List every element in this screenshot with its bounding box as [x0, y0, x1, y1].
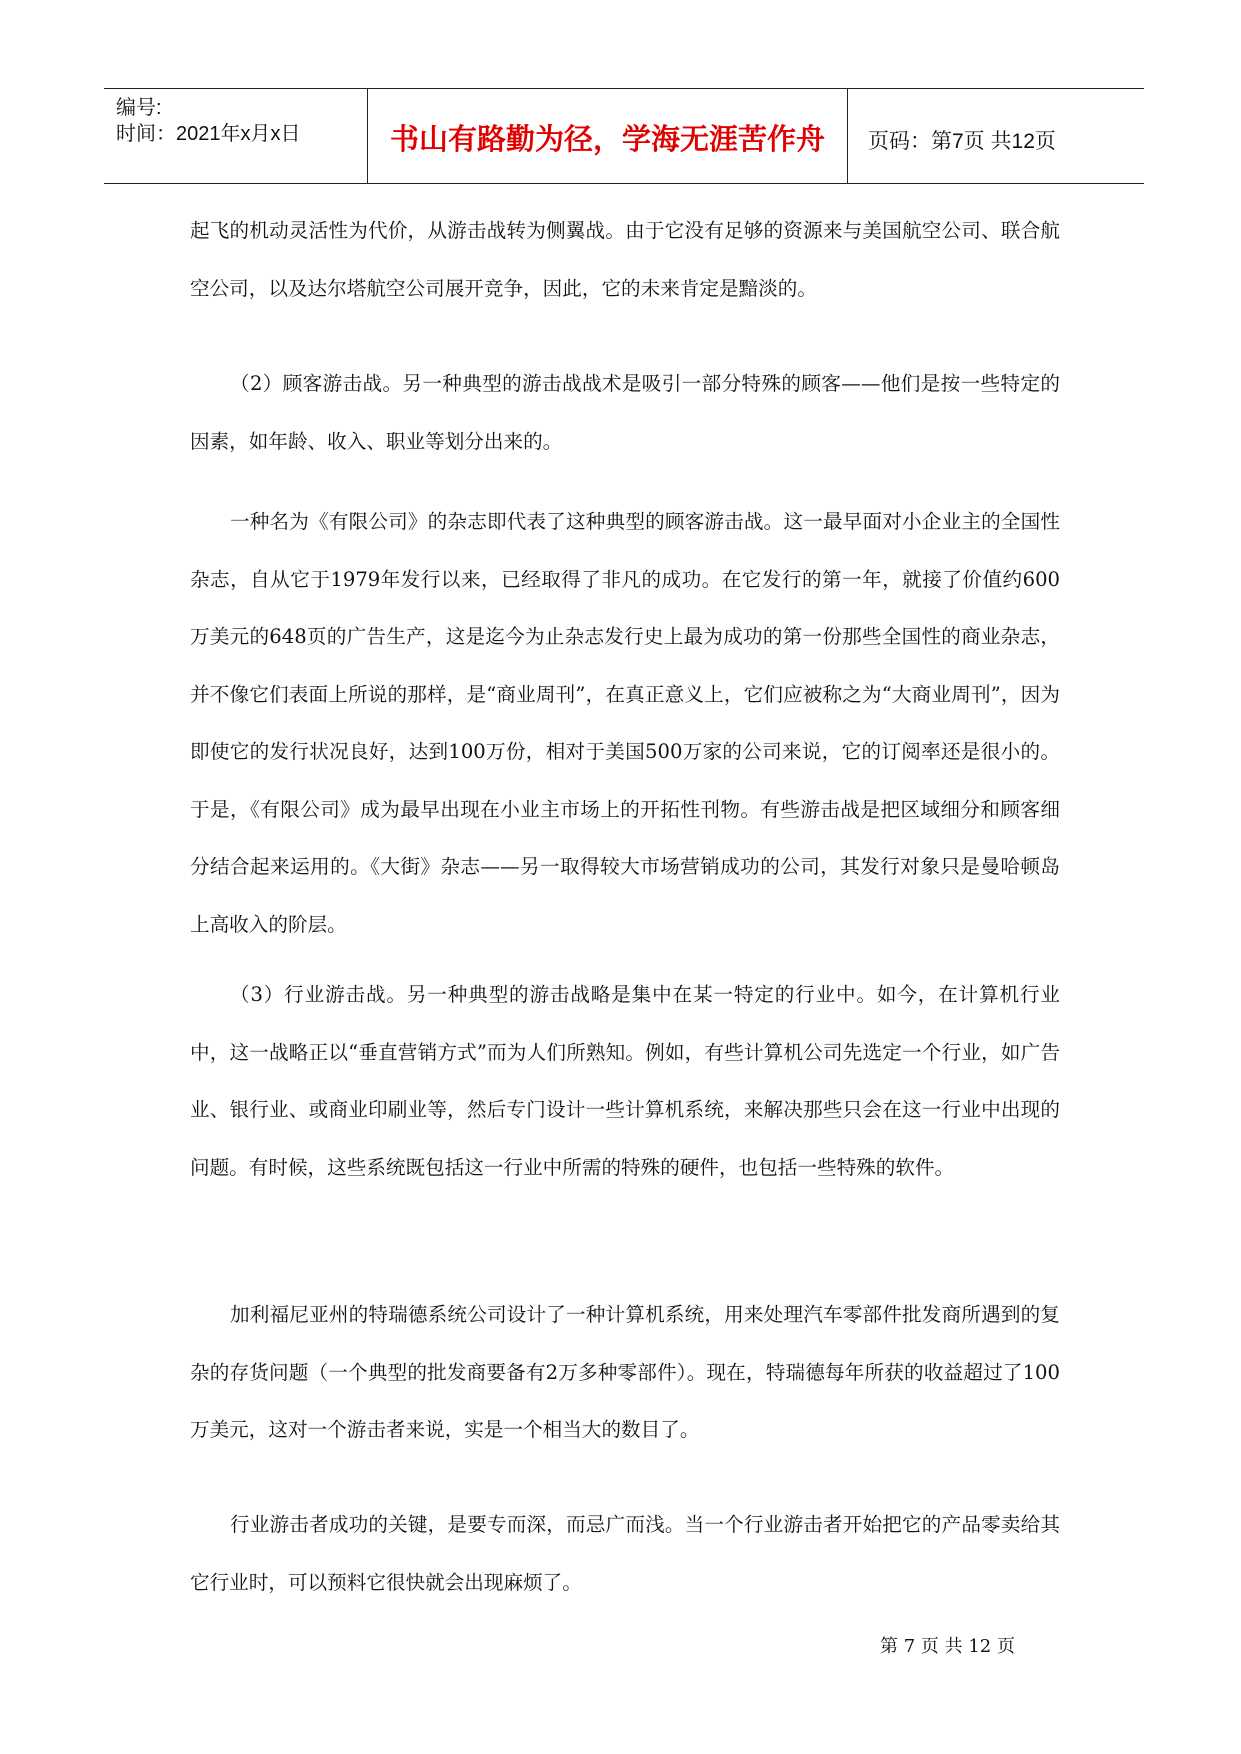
serial-number-label: 编号: — [116, 97, 162, 119]
header-meta-cell — [104, 89, 368, 183]
page-code: 页码：第7页 共12页 — [868, 130, 1056, 153]
paragraph-4: （3）行业游击战。另一种典型的游击战略是集中在某一特定的行业中。如今，在计算机行业中，这一战略正以“垂直营销方式”而为人们所熟知。例如，有些计算机公司先选定一个行业，如广告业、银行业、或商业印刷业等，然后专门设计一些计算机系统，来解决那些只会在这一行业中出现的问题。有时候，这些系统既包括这一行业中所需的特殊的硬件，也包括一些特殊的软件。 — [190, 983, 1060, 1179]
paragraph-2: （2）顾客游击战。另一种典型的游击战战术是吸引一部分特殊的顾客——他们是按一些特定的因素，如年龄、收入、职业等划分出来的。 — [190, 372, 1060, 453]
motto-banner: 书山有路勤为径，学海无涯苦作舟 — [389, 122, 825, 156]
paragraph-6: 行业游击者成功的关键，是要专而深，而忌广而浅。当一个行业游击者开始把它的产品零卖给其它行业时，可以预料它很快就会出现麻烦了。 — [190, 1513, 1060, 1594]
header-motto-cell — [368, 89, 848, 183]
paragraph-3: 一种名为《有限公司》的杂志即代表了这种典型的顾客游击战。这一最早面对小企业主的全国性杂志，自从它于1979年发行以来，已经取得了非凡的成功。在它发行的第一年，就接了价值约600万美元的648页的广告生产，这是迄今为止杂志发行史上最为成功的第一份那些全国性的商业杂志，并不像它们表面上所说的那样，是“商业周刊”，在真正意义上，它们应被称之为“大商业周刊”，因为即使它的发行状况良好，达到100万份，相对于美国500万家的公司来说，它的订阅率还是很小的。于是，《有限公司》成为最早出现在小业主市场上的开拓性刊物。有些游击战是把区域细分和顾客细分结合起来运用的。《大街》杂志——另一取得较大市场营销成功的公司，其发行对象只是曼哈顿岛上高收入的阶层。 — [190, 510, 1060, 936]
paragraph-5: 加利福尼亚州的特瑞德系统公司设计了一种计算机系统，用来处理汽车零部件批发商所遇到的复杂的存货问题（一个典型的批发商要备有2万多种零部件）。现在，特瑞德每年所获的收益超过了100万美元，这对一个游击者来说，实是一个相当大的数目了。 — [190, 1303, 1060, 1441]
header-page-cell — [848, 89, 1144, 183]
date-label: 时间：2021年x月x日 — [116, 123, 301, 145]
page-footer: 第 7 页 共 12 页 — [880, 1636, 1015, 1657]
paragraph-1: 起飞的机动灵活性为代价，从游击战转为侧翼战。由于它没有足够的资源来与美国航空公司、联合航空公司，以及达尔塔航空公司展开竞争，因此，它的未来肯定是黯淡的。 — [190, 219, 1060, 300]
document-header — [104, 88, 1144, 184]
